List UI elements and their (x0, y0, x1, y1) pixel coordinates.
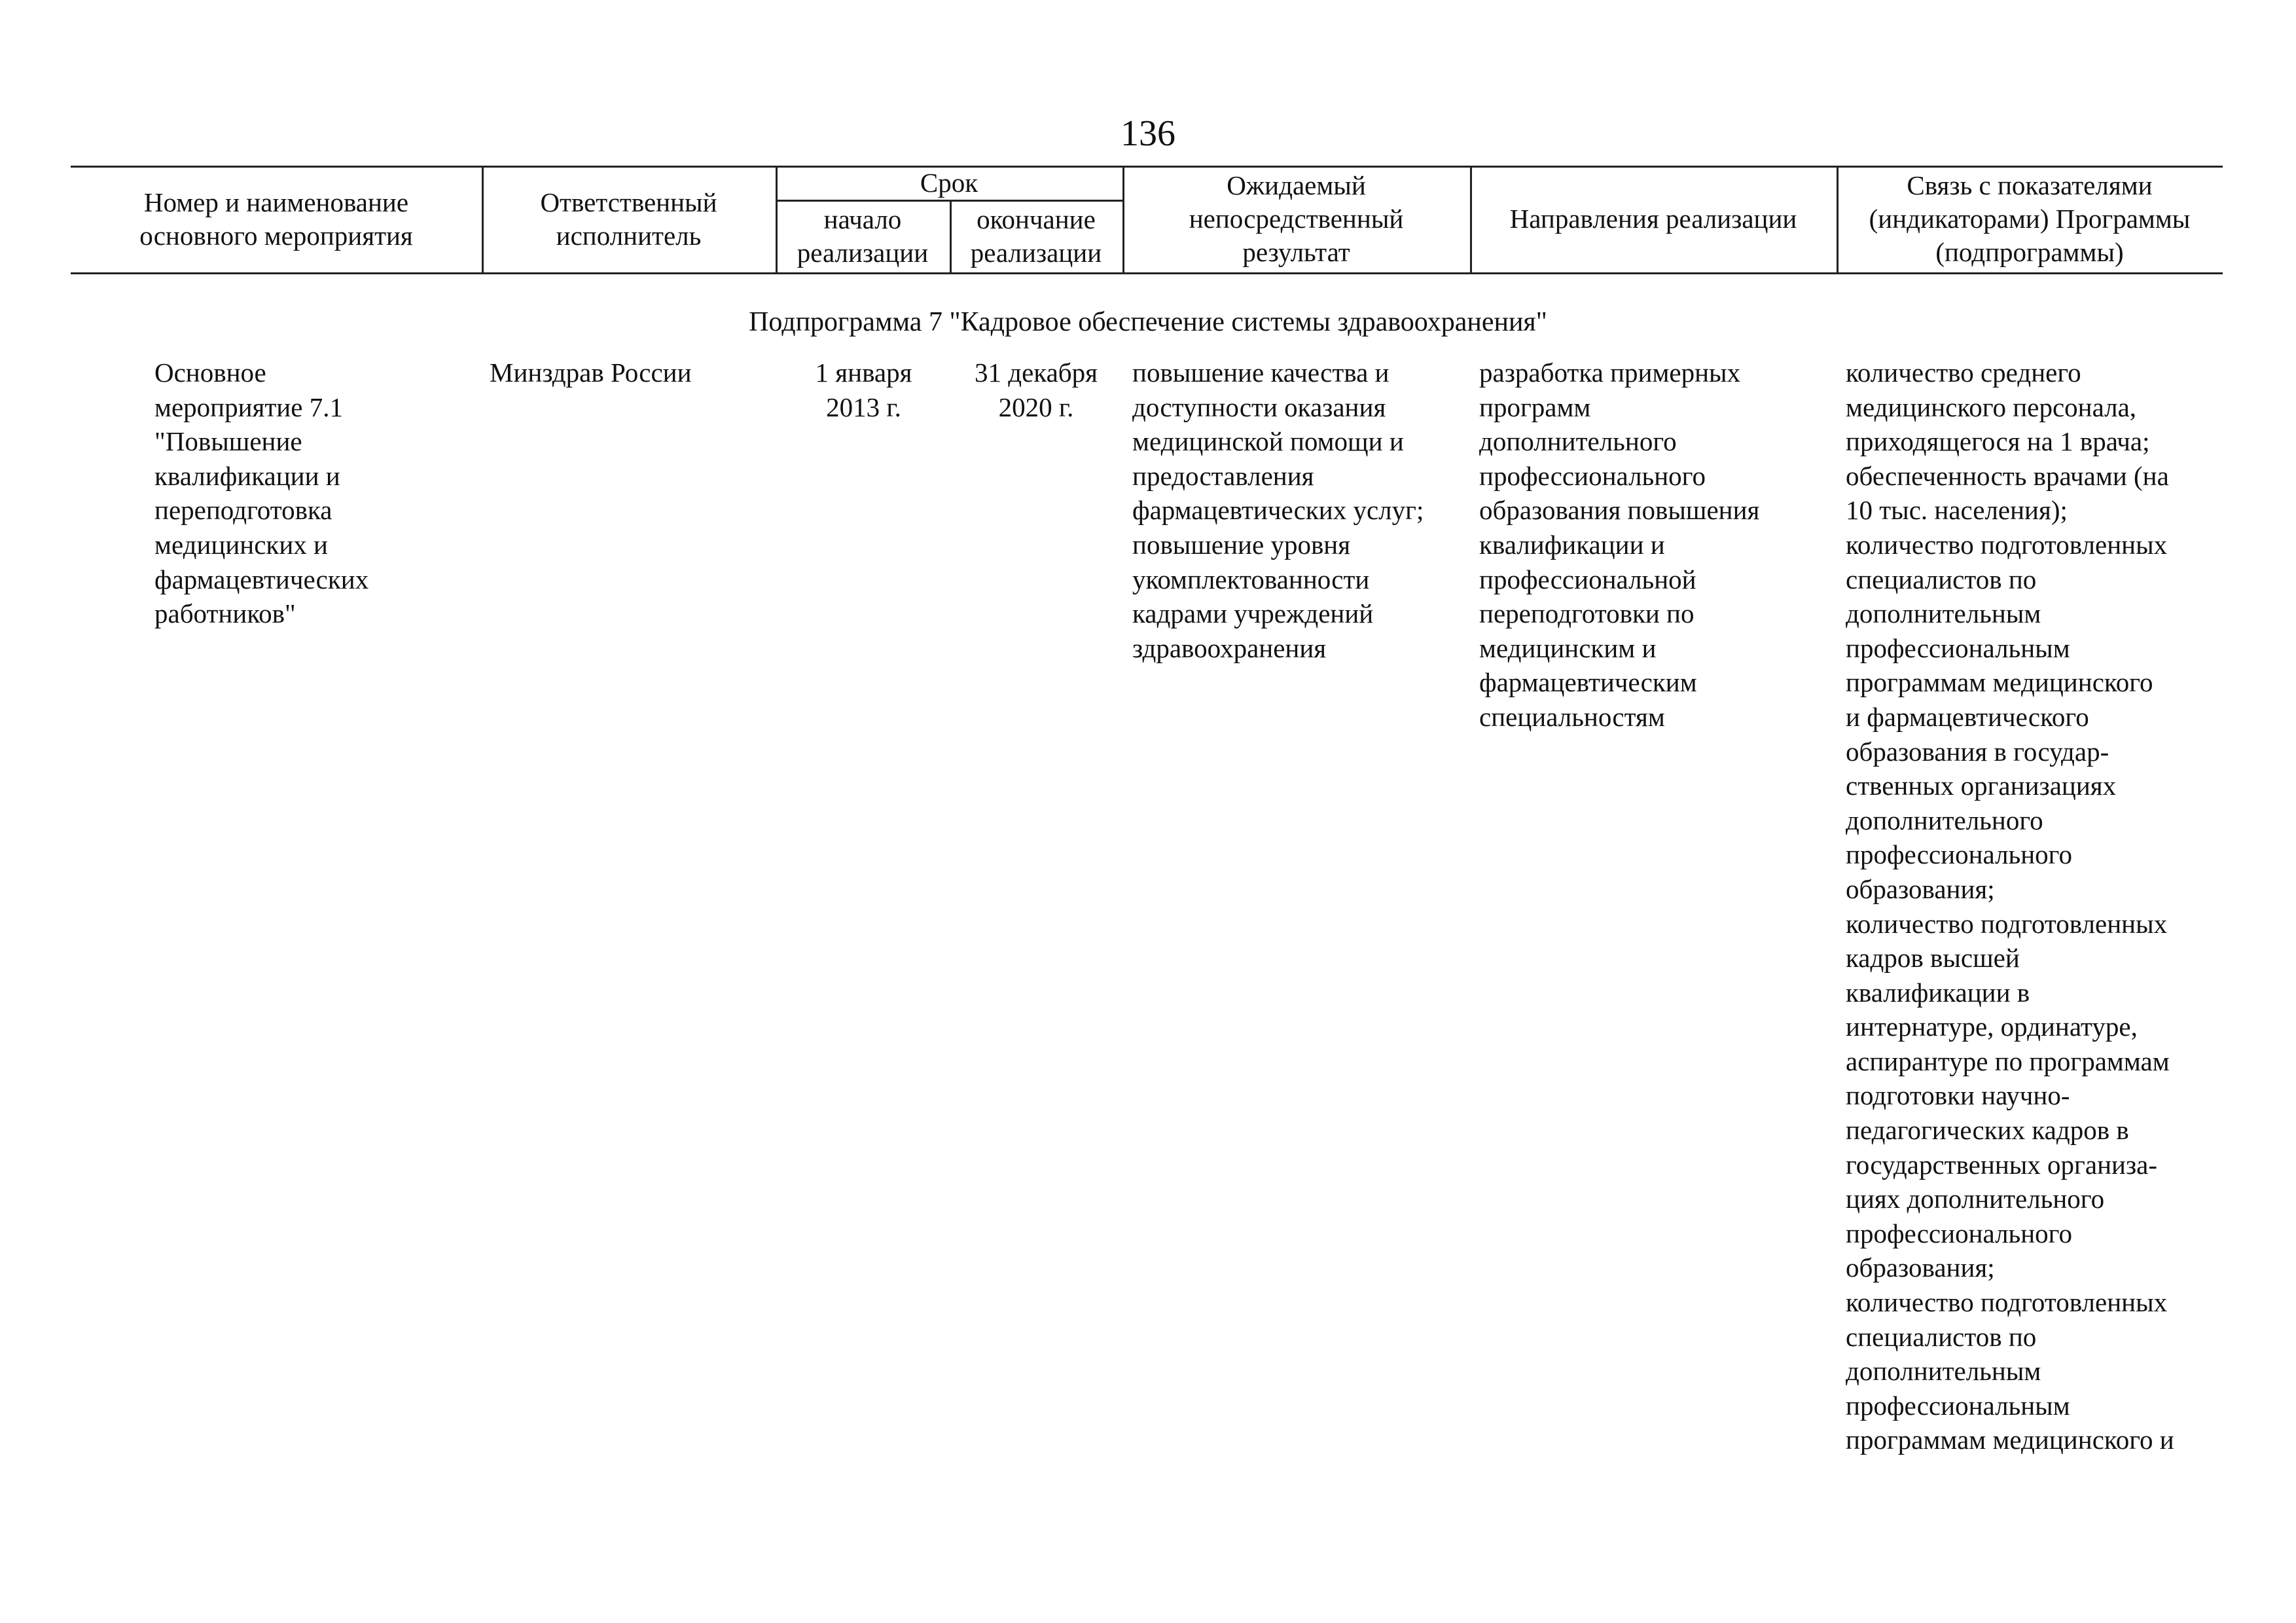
indicators-link-cell: количество среднего медицинского персонала, приходящегося на 1 врача; обеспеченность врачами (на 10 тыс. населения); количество подготовленных специалистов по дополнительным профессиональным программам медицинского и фармацевтического образования в государ- ственных организациях дополнительного профессионального образования; количество подготовленных кадров высшей квалификации в интернатуре, ординатуре, аспирантуре по программам подготовки научно- педагогических кадров в государственных организа- циях дополнительного профессионального образования; количество подготовленных специалистов по дополнительным профессиональным программам медицинского и (1846, 357, 2174, 1455)
expected-result-cell: повышение качества и доступности оказания медицинской помощи и предоставления фармацевтических услуг; повышение уровня укомплектованности кадрами учреждений здравоохранения (1132, 357, 1424, 663)
header-expected-result: Ожидаемый непосредственный результат (1189, 170, 1404, 267)
subprogram-title: Подпрограмма 7 "Кадровое обеспечение системы здравоохранения" (749, 307, 1547, 337)
header-indicators-link: Связь с показателями (индикаторами) Программы (подпрограммы) (1869, 170, 2191, 267)
header-implementation-directions: Направления реализации (1509, 204, 1797, 234)
header-bottom-rule (71, 272, 2223, 274)
header-term-end: окончание реализации (970, 204, 1102, 268)
term-end-cell: 31 декабря 2020 г. (974, 357, 1098, 422)
term-start-cell: 1 января 2013 г. (815, 357, 912, 422)
header-responsible-executor: Ответственный исполнитель (540, 187, 717, 251)
measure-name-cell: Основное мероприятие 7.1 "Повышение квалификации и переподготовка медицинских и фармацевтических работников" (154, 357, 369, 629)
header-measure-name: Номер и наименование основного мероприятия (139, 187, 413, 251)
header-term-start: начало реализации (797, 204, 929, 268)
page-number: 136 (1121, 113, 1175, 154)
responsible-executor-cell: Минздрав России (490, 357, 692, 388)
header-term: Срок (920, 167, 978, 198)
implementation-directions-cell: разработка примерных программ дополнительного профессионального образования повышения квалификации и профессиональной переподготовки по медицинским и фармацевтическим специальностям (1479, 357, 1760, 732)
